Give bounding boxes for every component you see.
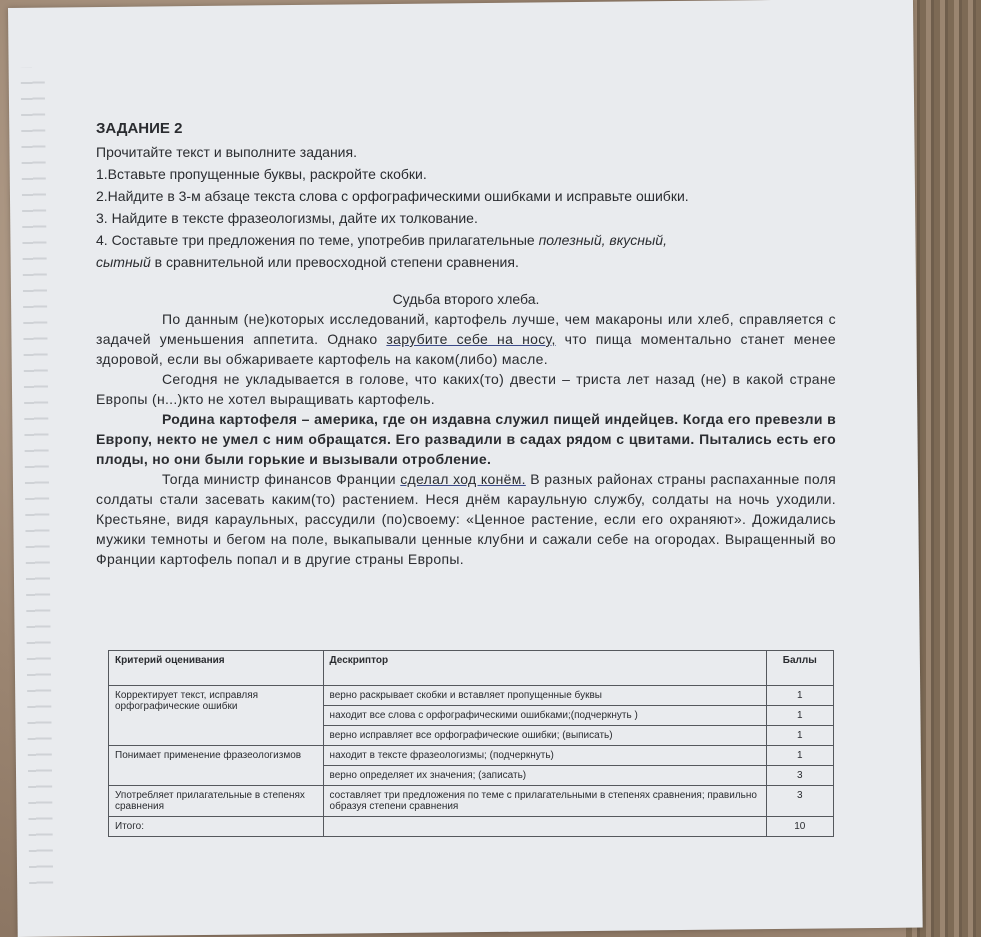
story-paragraph-4 [96, 469, 836, 569]
table-total-row [109, 817, 834, 837]
table-row [109, 786, 834, 817]
idiom-underlined-2: сделал ход конём. [400, 471, 526, 487]
paragraph-4-text-b: В разных районах страны распаханные поля солдаты стали засевать каким(то) растением. Неся днём караульную службу, солдаты на ночь уходили. Крестьяне, видя караульных, рассудили (по)своему: «Ценное растение, если его охраняют». Дожидались мужики темноты и бегом на поле, выкапывали ценные клубни и сажали себе на огородах. Выращенный во Франции картофель попал и в другие страны Европы. [96, 471, 836, 567]
task-item-4 [96, 229, 836, 273]
descriptor-cell: находит все слова с орфографическими ошибками;(подчеркнуть ) [323, 706, 766, 726]
paragraph-4-text-a: Тогда министр финансов Франции [162, 471, 401, 487]
total-empty-cell [323, 817, 766, 837]
header-criterion: Критерий оценивания [109, 651, 324, 686]
descriptor-cell: верно исправляет все орфографические ошибки; (выписать) [323, 726, 766, 746]
total-score: 10 [766, 817, 833, 837]
story-paragraph-2: Сегодня не укладывается в голове, что каких(то) двести – триста лет назад (не) в какой стране Европы (н...)кто не хотел выращивать картофель. [96, 371, 836, 407]
task-intro: Прочитайте текст и выполните задания. [96, 144, 357, 160]
criterion-cell: Корректирует текст, исправляя орфографические ошибки [109, 686, 324, 746]
assessment-table [108, 650, 834, 837]
descriptor-cell: составляет три предложения по теме с прилагательными в степенях сравнения; правильно образуя степени сравнения [323, 786, 766, 817]
score-cell: 3 [766, 766, 833, 786]
descriptor-cell: верно определяет их значения; (записать) [323, 766, 766, 786]
task-item-3: 3. Найдите в тексте фразеологизмы, дайте их толкование. [96, 210, 478, 226]
task-item-4-words-a: полезный, вкусный, [538, 232, 667, 248]
task-heading: ЗАДАНИЕ 2 [96, 120, 183, 137]
header-descriptor: Дескриптор [323, 651, 766, 686]
binding-holes [21, 68, 54, 888]
criterion-cell: Понимает применение фразеологизмов [109, 746, 324, 786]
score-cell: 1 [766, 746, 833, 766]
task-item-1: 1.Вставьте пропущенные буквы, раскройте скобки. [96, 166, 427, 182]
task-item-2: 2.Найдите в 3-м абзаце текста слова с орфографическими ошибками и исправьте ошибки. [96, 188, 689, 204]
table-row [109, 686, 834, 706]
header-score: Баллы [766, 651, 833, 686]
score-cell: 1 [766, 726, 833, 746]
criterion-cell: Употребляет прилагательные в степенях сравнения [109, 786, 324, 817]
task-item-4-end: в сравнительной или превосходной степени сравнения. [150, 254, 519, 270]
task-content [96, 120, 836, 569]
story-title: Судьба второго хлеба. [392, 291, 540, 307]
total-label: Итого: [109, 817, 324, 837]
score-cell: 1 [766, 686, 833, 706]
task-item-4-words-b: сытный [96, 254, 151, 270]
paragraph-1-text-a: По данным (не)которых исследований, картофель лучше, чем макароны или хлеб, справляется с задачей уменьшения аппетита. Однако [96, 311, 836, 347]
task-item-4-start: 4. Составьте три предложения по теме, употребив прилагательные [96, 232, 539, 248]
score-cell: 3 [766, 786, 833, 817]
idiom-underlined-1: зарубите себе на носу, [386, 331, 556, 347]
score-cell: 1 [766, 706, 833, 726]
table-row [109, 746, 834, 766]
paragraph-1-text-b: что пища моментально станет менее здоровой, если вы обжариваете картофель на каком(либо) масле. [96, 331, 836, 367]
story-paragraph-3: Родина картофеля – америка, где он издавна служил пищей индейцев. Когда его превезли в Европу, некто не умел с ним обращатся. Его развадили в садах рядом с цвитами. Пытались есть его плоды, но они были горькие и вызывали отробление. [96, 411, 836, 467]
story-paragraph-1 [96, 309, 836, 369]
descriptor-cell: верно раскрывает скобки и вставляет пропущенные буквы [323, 686, 766, 706]
table-header-row [109, 651, 834, 686]
descriptor-cell: находит в тексте фразеологизмы; (подчеркнуть) [323, 746, 766, 766]
